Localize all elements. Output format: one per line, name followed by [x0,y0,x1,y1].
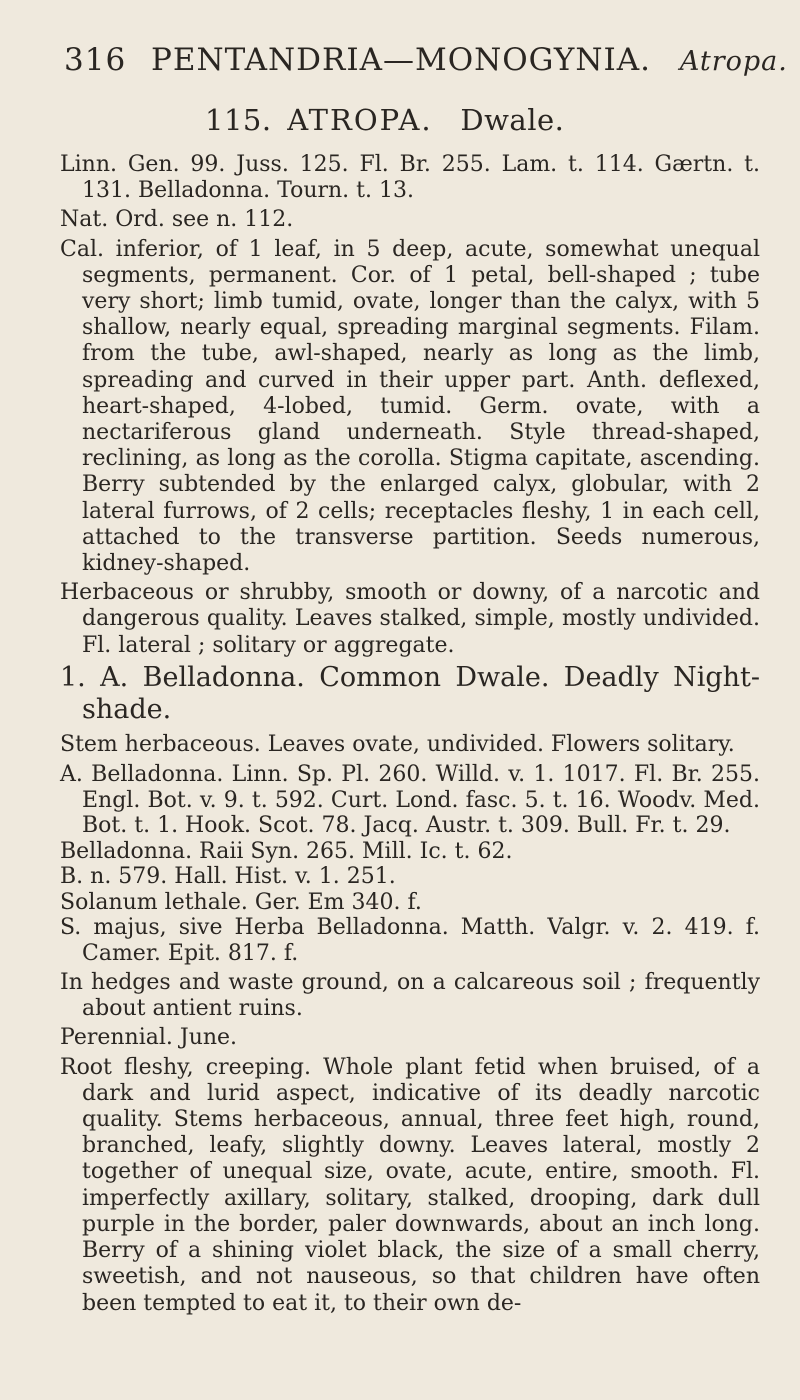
natural-order: Nat. Ord. see n. 112. [60,207,294,233]
running-head [64,42,788,78]
page-number: 316 [64,42,127,78]
synonym-line: S. majus, sive Herba Belladonna. Matth. Valgr. v. 2. 419. f. Camer. Epit. 817. f. [60,915,760,966]
species-description: Root fleshy, creeping. Whole plant fetid when bruised, of a dark and lurid aspect, indicative of its deadly narcotic quality. Stems herbaceous, annual, three feet high, round, branched, leafy, slightly downy. Leaves lateral, mostly 2 together of unequal size, ovate, acute, entire, smooth. Fl. imperfectly axillary, solitary, stalked, drooping, dark dull purple in the border, paler downwards, about an inch long. Berry of a shining violet black, the size of a small cherry, sweetish, and not nauseous, so that children have often been tempted to eat it, to their own de- [60,1054,760,1316]
genus-references: Linn. Gen. 99. Juss. 125. Fl. Br. 255. Lam. t. 114. Gærtn. t. 131. Belladonna. Tourn. t. 13. [60,152,760,204]
synonym-line: A. Belladonna. Linn. Sp. Pl. 260. Willd. v. 1. 1017. Fl. Br. 255. Engl. Bot. v. 9. t. 592. Curt. Lond. fasc. 5. t. 16. Woodv. Med. Bot. t. 1. Hook. Scot. 78. Jacq. Austr. t. 309. Bull. Fr. t. 29. [60,762,760,839]
genus-name: ATROPA. [287,103,433,137]
page-body [60,152,760,1320]
section-title: PENTANDRIA—MONOGYNIA. [151,42,651,78]
generic-character: Cal. inferior, of 1 leaf, in 5 deep, acute, somewhat unequal segments, permanent. Cor. of 1 petal, bell-shaped ; tube very short; limb tumid, ovate, longer than the calyx, with 5 shallow, nearly equal, spreading marginal segments. Filam. from the tube, awl-shaped, nearly as long as the limb, spreading and curved in their upper part. Anth. deflexed, heart-shaped, 4-lobed, tumid. Germ. ovate, with a nectariferous gland underneath. Style thread-shaped, reclining, as long as the corolla. Stigma capitate, ascending. Berry subtended by the enlarged calyx, globular, with 2 lateral furrows, of 2 cells; receptacles fleshy, 1 in each cell, attached to the transverse partition. Seeds numerous, kidney-shaped. [60,236,760,577]
running-genus: Atropa. [679,46,788,77]
genus-number: 115. [205,103,272,137]
duration-flowering: Perennial. June. [60,1025,238,1051]
habitat: In hedges and waste ground, on a calcareous soil ; frequently about antient ruins. [60,970,760,1022]
specific-character: Stem herbaceous. Leaves ovate, undivided. Flowers solitary. [60,731,735,757]
synonym-line: Belladonna. Raii Syn. 265. Mill. Ic. t. 62. [60,838,513,864]
habit-description: Herbaceous or shrubby, smooth or downy, of a narcotic and dangerous quality. Leaves stalked, simple, mostly undivided. Fl. lateral ; solitary or aggregate. [60,580,760,658]
genus-heading [205,103,564,137]
genus-common-name: Dwale. [460,103,565,137]
synonym-line: Solanum lethale. Ger. Em 340. f. [60,889,422,915]
synonym-line: B. n. 579. Hall. Hist. v. 1. 251. [60,864,396,890]
species-heading: 1. A. Belladonna. Common Dwale. Deadly Night-shade. [60,661,760,725]
